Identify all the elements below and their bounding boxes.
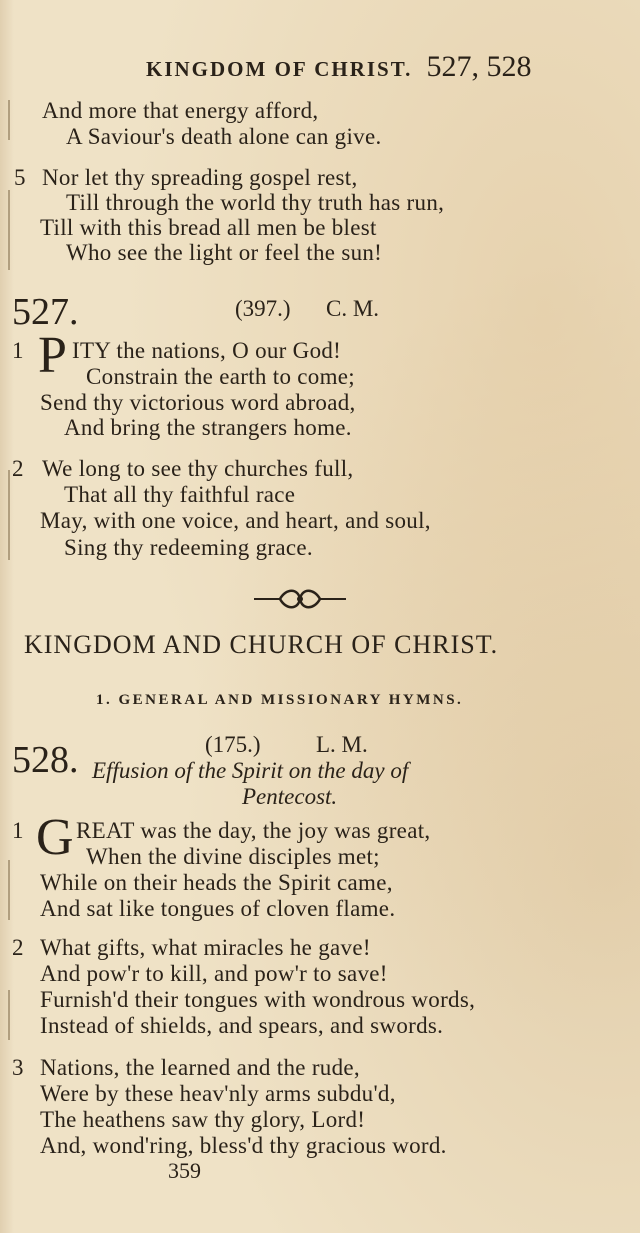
drop-cap: P — [38, 327, 67, 384]
verse-line: And, wond'ring, bless'd thy gracious word. — [40, 1133, 447, 1158]
verse-line: May, with one voice, and heart, and soul, — [40, 508, 431, 533]
verse-line: And bring the strangers home. — [64, 415, 352, 440]
subsection-title: 1. GENERAL AND MISSIONARY HYMNS. — [96, 692, 464, 708]
header-page-numbers: 527, 528 — [426, 50, 532, 83]
tune-reference: (175.) — [205, 732, 261, 757]
verse-line: That all thy faithful race — [64, 482, 296, 507]
verse-line: Furnish'd their tongues with wondrous words, — [40, 987, 476, 1012]
meter: C. M. — [326, 296, 380, 321]
verse-number: 2 — [12, 456, 24, 481]
verse-line: Were by these heav'nly arms subdu'd, — [40, 1081, 396, 1106]
tune-reference: (397.) — [235, 296, 291, 321]
carryover-line-1: And more that energy afford, — [42, 98, 319, 123]
verse-line: Instead of shields, and spears, and swords. — [40, 1013, 444, 1038]
verse-number: 2 — [12, 935, 24, 960]
verse-line: We long to see thy churches full, — [42, 456, 354, 481]
margin-mark — [8, 470, 10, 560]
page-number: 359 — [168, 1158, 201, 1183]
section-title: KINGDOM AND CHURCH OF CHRIST. — [24, 630, 499, 659]
verse-line: What gifts, what miracles he gave! — [40, 935, 371, 960]
margin-mark — [8, 100, 10, 140]
verse-line: Constrain the earth to come; — [86, 364, 355, 389]
carryover-line-2: A Saviour's death alone can give. — [66, 124, 382, 149]
margin-mark — [8, 860, 10, 920]
hymn-number: 527. — [12, 291, 79, 333]
hymn-number: 528. — [12, 739, 79, 781]
verse-line: Nations, the learned and the rude, — [40, 1055, 360, 1080]
verse-line: When the divine disciples met; — [86, 844, 380, 869]
verse-number: 1 — [12, 818, 24, 843]
verse-line: Send thy victorious word abroad, — [40, 390, 356, 415]
header-title: KINGDOM OF CHRIST. — [146, 57, 413, 81]
verse-line: Nor let thy spreading gospel rest, — [42, 165, 358, 190]
running-header — [146, 50, 531, 84]
margin-mark — [8, 990, 10, 1040]
verse-number: 3 — [12, 1055, 24, 1080]
verse-line: Who see the light or feel the sun! — [66, 240, 383, 265]
verse-line: ITY the nations, O our God! — [72, 338, 342, 363]
hymn-subtitle: Effusion of the Spirit on the day of — [92, 758, 409, 783]
verse-line: And pow'r to kill, and pow'r to save! — [40, 961, 388, 986]
verse-line: The heathens saw thy glory, Lord! — [40, 1107, 366, 1132]
drop-cap: G — [36, 809, 74, 866]
verse-line: And sat like tongues of cloven flame. — [40, 896, 396, 921]
margin-mark — [8, 190, 10, 270]
verse-line: Till through the world thy truth has run, — [66, 190, 445, 215]
verse-number: 5 — [14, 165, 26, 190]
meter: L. M. — [316, 732, 368, 757]
verse-line: Sing thy redeeming grace. — [64, 535, 313, 560]
verse-line: Till with this bread all men be blest — [40, 215, 377, 240]
verse-number: 1 — [12, 338, 24, 363]
verse-line: REAT was the day, the joy was great, — [76, 818, 431, 843]
verse-line: While on their heads the Spirit came, — [40, 870, 393, 895]
hymn-subtitle: Pentecost. — [242, 784, 338, 809]
ornament-divider — [252, 584, 348, 614]
